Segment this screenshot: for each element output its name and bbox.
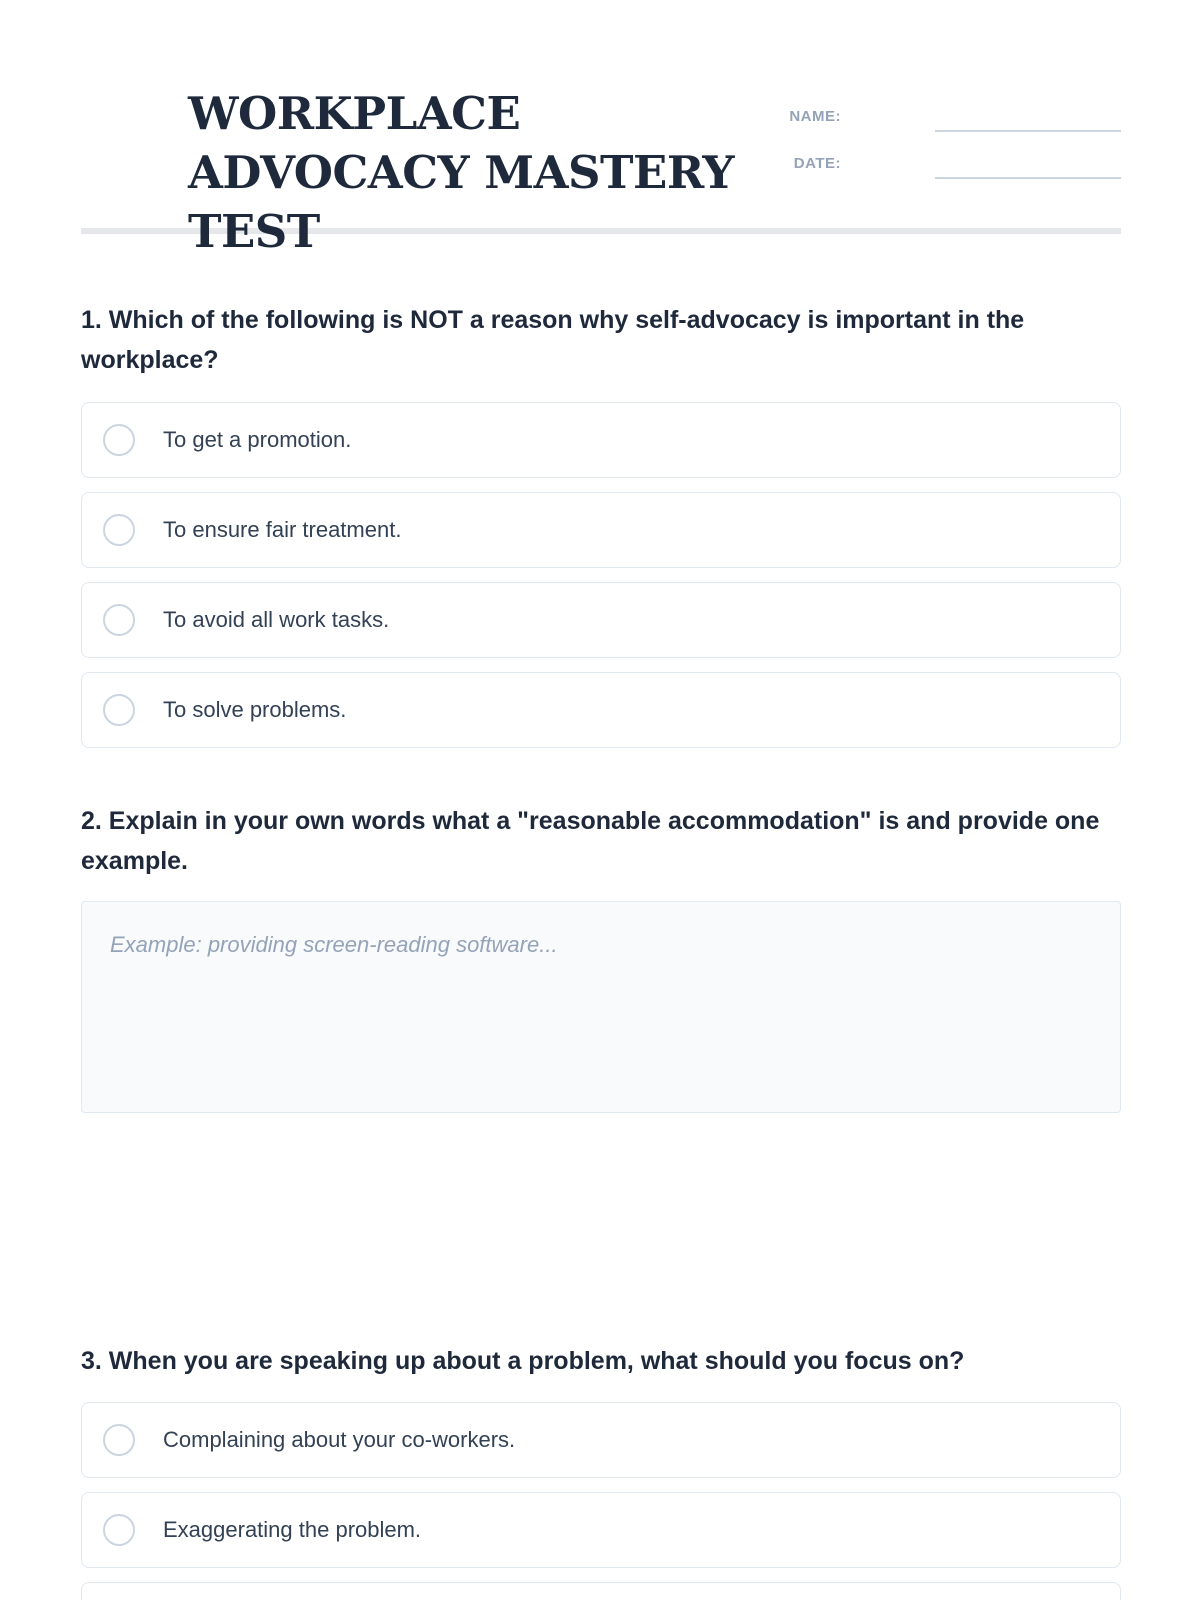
answer-option[interactable] — [81, 1582, 1121, 1600]
option-label: To solve problems. — [163, 697, 347, 722]
date-field-row — [781, 149, 1121, 179]
answer-option[interactable] — [81, 492, 1121, 568]
answer-option[interactable] — [81, 672, 1121, 748]
test-header — [81, 0, 1121, 258]
option-label: Exaggerating the problem. — [163, 1517, 422, 1542]
radio-unchecked-icon[interactable] — [103, 1514, 135, 1546]
option-label: To get a promotion. — [163, 427, 352, 452]
question-text: 3. When you are speaking up about a problem, what should you focus on? — [81, 1347, 965, 1375]
radio-unchecked-icon[interactable] — [103, 514, 135, 546]
question-1 — [81, 300, 1121, 722]
date-label: DATE: — [793, 155, 841, 172]
option-label: To avoid all work tasks. — [163, 607, 390, 632]
radio-unchecked-icon[interactable] — [103, 424, 135, 456]
page-title: WORKPLACE ADVOCACY MASTERY TEST — [188, 87, 734, 258]
date-input-line[interactable] — [935, 177, 1121, 179]
radio-unchecked-icon[interactable] — [103, 604, 135, 636]
answer-option[interactable] — [81, 402, 1121, 478]
question-3 — [81, 1341, 1121, 1542]
question-text: 2. Explain in your own words what a "reasonable accommodation" is and provide one example. — [81, 807, 1100, 875]
name-field-row — [781, 102, 1121, 132]
radio-unchecked-icon[interactable] — [103, 694, 135, 726]
name-label: NAME: — [789, 108, 841, 125]
answer-option[interactable] — [81, 1492, 1121, 1568]
option-label: Complaining about your co-workers. — [163, 1427, 516, 1452]
option-label: To ensure fair treatment. — [163, 517, 402, 542]
question-text: 1. Which of the following is NOT a reason why self-advocacy is important in the workplace? — [81, 306, 1025, 374]
question-2 — [81, 801, 1121, 881]
answer-textarea[interactable] — [81, 901, 1121, 1113]
answer-option[interactable] — [81, 582, 1121, 658]
radio-unchecked-icon[interactable] — [103, 1424, 135, 1456]
name-input-line[interactable] — [935, 130, 1121, 132]
answer-option[interactable] — [81, 1402, 1121, 1478]
